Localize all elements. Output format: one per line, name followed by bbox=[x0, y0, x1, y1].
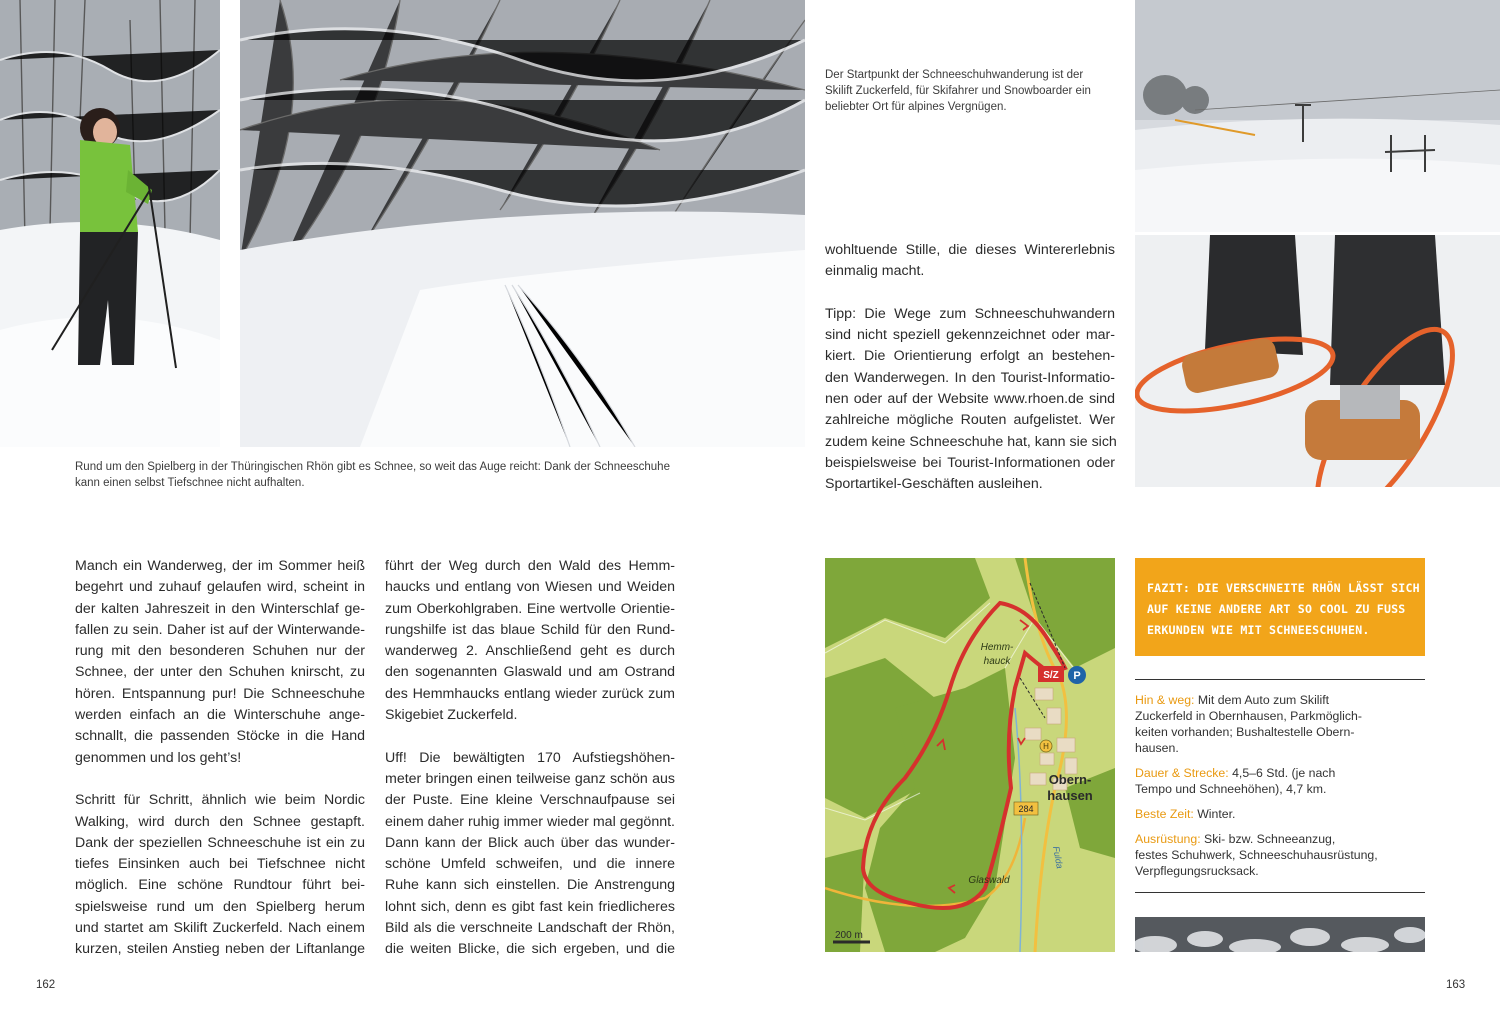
info-line: Verpflegungsrucksack. bbox=[1135, 864, 1259, 878]
text-line: die weiten Blicke, die sich ergeben, und die bbox=[385, 941, 675, 958]
text-line: der kalten Jahreszeit in den Winterschlaf ge- bbox=[75, 600, 365, 617]
info-best-time bbox=[1135, 806, 1425, 822]
caption-line: kann einen selbst Tiefschnee nicht aufhalten. bbox=[75, 477, 305, 489]
text-line: Ruhe kann sich einstellen. Die Anstrengung bbox=[385, 877, 675, 894]
map-label-glaswald: Glaswald bbox=[968, 875, 1010, 886]
text-line: Walking, wird durch den Schnee gestapft. bbox=[75, 813, 365, 830]
text-line: wohltuende Stille, die dieses Wintererlebnis bbox=[825, 242, 1115, 258]
website-link[interactable]: www.rhoen.de bbox=[993, 391, 1084, 408]
map-label-hemmhauck-2: hauck bbox=[983, 656, 1011, 667]
info-line bbox=[1135, 831, 1425, 847]
map-label-river: Fulda bbox=[1051, 845, 1065, 870]
caption-line: Rund um den Spielberg in der Thüringischen Rhön gibt es Schnee, so weit das Auge reicht: Dank der Schneeschuhe bbox=[75, 461, 670, 473]
info-label: Beste Zeit: bbox=[1135, 807, 1194, 821]
info-line bbox=[1135, 692, 1425, 708]
paragraph bbox=[825, 240, 1115, 283]
info-duration bbox=[1135, 765, 1425, 797]
photo-snowshoe-hiker bbox=[0, 0, 220, 447]
text-line: haucks und entlang von Wiesen und Weiden bbox=[385, 579, 675, 596]
caption-line: beliebter Ort für alpines Vergnügen. bbox=[825, 101, 1007, 113]
text-line: begehrt und zuhauf gelaufen wird, scheint in bbox=[75, 579, 365, 596]
body-column-1 bbox=[75, 556, 365, 961]
info-value: Winter. bbox=[1197, 807, 1236, 821]
info-equipment bbox=[1135, 831, 1425, 879]
text-line: Uff! Die bewältigten 170 Aufstiegshöhen- bbox=[385, 749, 675, 766]
info-line: hausen. bbox=[1135, 741, 1179, 755]
info-travel bbox=[1135, 692, 1425, 756]
text-fragment: nen oder auf der Website bbox=[825, 391, 989, 408]
text-line: schöne Umfeld schweifen, und die innere bbox=[385, 856, 675, 873]
paragraph bbox=[385, 748, 675, 961]
info-line: festes Schuhwerk, Schneeschuhausrüstung, bbox=[1135, 848, 1378, 862]
info-line: Tempo und Schneehöhen), 4,7 km. bbox=[1135, 782, 1327, 796]
text-line: und startet am Skilift Zuckerfeld. Nach einem bbox=[75, 920, 365, 937]
text-line: Manch ein Wanderweg, der im Sommer heiß bbox=[75, 558, 365, 574]
text-line: Skigebiet Zuckerfeld. bbox=[385, 707, 518, 724]
text-line: führt der Weg durch den Wald des Hemm- bbox=[385, 558, 675, 574]
text-line: Dank der speziellen Schneeschuhe ist ein zu bbox=[75, 834, 365, 851]
text-line: Schritt für Schritt, ähnlich wie beim Nordic bbox=[75, 792, 365, 809]
photo-ski-lift bbox=[1135, 0, 1500, 232]
paragraph bbox=[75, 790, 365, 960]
left-photo-caption bbox=[75, 459, 715, 491]
caption-line: Der Startpunkt der Schneeschuhwanderung ist der bbox=[825, 69, 1084, 81]
text-line: kurzen, steilen Anstieg neben der Liftanlange bbox=[75, 941, 365, 958]
text-line: den sogenannten Glaswald und am Ostrand bbox=[385, 664, 675, 681]
text-line: werden einfach an die Winterschuhe ange- bbox=[75, 707, 365, 724]
info-line: Zuckerfeld in Obernhausen, Parkmöglich- bbox=[1135, 709, 1362, 723]
caption-line: Skilift Zuckerfeld, für Skifahrer und Snowboarder ein bbox=[825, 85, 1091, 97]
text-line: rung mit den besonderen Schuhen nur der bbox=[75, 643, 365, 660]
info-line: keiten vorhanden; Bushaltestelle Obern- bbox=[1135, 725, 1355, 739]
text-line: spielsweise rund um den Spielberg herum bbox=[75, 898, 365, 915]
text-line: Dann kann der Blick auch über das wunder- bbox=[385, 834, 675, 851]
map-label-parking: P bbox=[1073, 670, 1081, 682]
photo-snowshoes-closeup bbox=[1135, 235, 1500, 487]
map-label-bus: H bbox=[1043, 742, 1049, 751]
text-line: wanderweg 2. Anschließend geht es durch bbox=[385, 643, 675, 660]
text-line: des Hemmhaucks entlang wieder zurück zum bbox=[385, 685, 675, 702]
page-number-left: 162 bbox=[36, 979, 56, 991]
map-label-town-1: Obern- bbox=[1048, 772, 1092, 787]
info-value: Ski- bzw. Schneeanzug, bbox=[1204, 832, 1336, 846]
paragraph bbox=[385, 556, 675, 726]
info-value: 4,5–6 Std. (je nach bbox=[1232, 766, 1336, 780]
fazit-line: FAZIT: DIE VERSCHNEITE RHÖN LÄSST SICH bbox=[1147, 581, 1420, 595]
info-label: Dauer & Strecke: bbox=[1135, 766, 1229, 780]
text-line: der Puste. Eine kleine Verschnaufpause sei bbox=[385, 792, 675, 809]
text-line bbox=[825, 389, 1115, 410]
info-box bbox=[1135, 692, 1425, 888]
photo-snowy-forest-trail bbox=[240, 0, 805, 447]
info-line bbox=[1135, 765, 1425, 781]
text-line: einem daher ruhig immer wieder mal gegönnt. bbox=[385, 813, 675, 830]
text-line: hören. Entspannung pur! Die Schneeschuhe bbox=[75, 685, 365, 702]
map-label-start: S/Z bbox=[1043, 670, 1059, 681]
divider bbox=[1135, 892, 1425, 893]
body-column-2 bbox=[385, 556, 675, 961]
text-line: genommen und los geht’s! bbox=[75, 749, 242, 766]
text-line: zudem keine Schneeschuhe hat, kann sie sich bbox=[825, 433, 1117, 450]
info-label: Hin & weg: bbox=[1135, 693, 1195, 707]
text-line: zum Oberkohlgraben. Eine wertvolle Orientie- bbox=[385, 600, 675, 617]
text-line: sind nicht speziell gekennzeichnet oder mar- bbox=[825, 327, 1115, 344]
text-line: Schnee, der unter den Schuhen knirscht, zu bbox=[75, 664, 365, 681]
text-line: einmalig macht. bbox=[825, 263, 925, 280]
fazit-line: ERKUNDEN WIE MIT SCHNEESCHUHEN. bbox=[1147, 623, 1370, 637]
text-line: den Wanderwegen. In den Tourist-Informatio- bbox=[825, 369, 1115, 386]
info-line bbox=[1135, 806, 1425, 822]
text-line: meter bringen einen teilweise ganz schön aus bbox=[385, 770, 675, 787]
info-label: Ausrüstung: bbox=[1135, 832, 1201, 846]
map-scale: 200 m bbox=[835, 930, 863, 941]
text-line: möglich. Eine schöne Rundtour führt bei- bbox=[75, 877, 365, 894]
map-label-town-2: hausen bbox=[1047, 788, 1093, 803]
text-line: Bild als die verschneite Landschaft der Rhön, bbox=[385, 920, 675, 937]
photo-snowy-trees-strip bbox=[1135, 917, 1425, 952]
body-column-right bbox=[825, 240, 1115, 496]
text-line: fallen zu sein. Daher ist auf der Winterwande- bbox=[75, 621, 365, 638]
route-map bbox=[825, 558, 1115, 952]
map-label-hemmhauck-1: Hemm- bbox=[980, 642, 1014, 653]
text-line: Tipp: Die Wege zum Schneeschuhwandern bbox=[825, 305, 1115, 322]
info-value: Mit dem Auto zum Skilift bbox=[1197, 693, 1330, 707]
text-line: zahlreiche mögliche Routen aufgelistet. Wer bbox=[825, 412, 1115, 429]
right-photo-caption bbox=[825, 67, 1125, 115]
tip-paragraph bbox=[825, 304, 1115, 496]
text-line: tiefes Einsinken auch bei Tiefschnee nicht bbox=[75, 856, 365, 873]
text-line: beispielsweise bei Tourist-Informationen oder bbox=[825, 454, 1115, 471]
text-line: rungshilfe ist das blaue Schild für den Rund- bbox=[385, 621, 675, 638]
map-label-road: 284 bbox=[1018, 804, 1034, 814]
text-line: Sportartikel-Geschäften ausleihen. bbox=[825, 476, 1043, 493]
paragraph bbox=[75, 556, 365, 769]
text-line: kiert. Die Orientierung erfolgt an bestehen- bbox=[825, 348, 1115, 365]
text-line: schnallt, die passenden Stöcke in die Hand bbox=[75, 728, 365, 745]
divider bbox=[1135, 679, 1425, 680]
fazit-box bbox=[1135, 558, 1425, 656]
text-line: lohnt sich, denn es gibt fast kein friedlicheres bbox=[385, 898, 675, 915]
text-fragment: sind bbox=[1088, 391, 1115, 408]
fazit-line: AUF KEINE ANDERE ART SO COOL ZU FUSS bbox=[1147, 602, 1406, 616]
page-number-right: 163 bbox=[1446, 979, 1466, 991]
